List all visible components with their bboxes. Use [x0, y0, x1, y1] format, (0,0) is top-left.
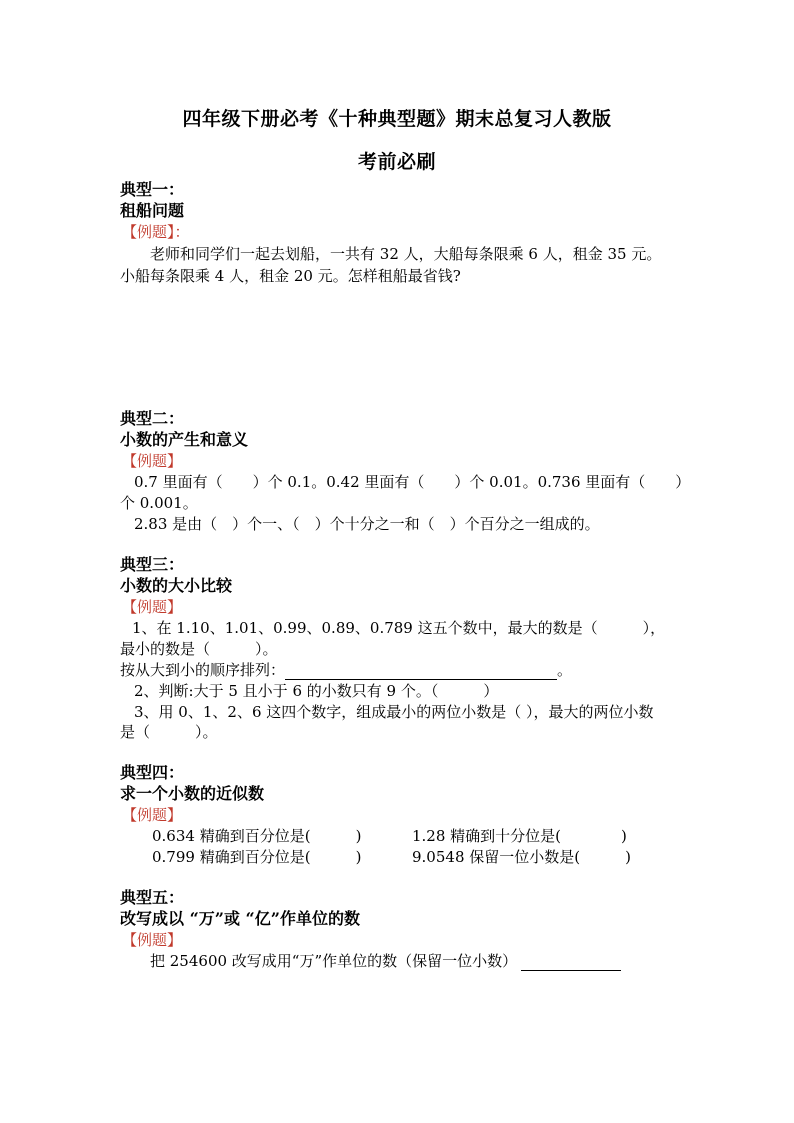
section-3-question-3-line-1: 3、用 0、1、2、6 这四个数字，组成最小的两位小数是（ ），最大的两位小数 [134, 703, 654, 721]
section-3-question-1-line-2: 最小的数是（ ）。 [120, 640, 278, 658]
section-4-question-4: 9.0548 保留一位小数是( ) [412, 848, 631, 866]
section-3-question-2: 2、判断:大于 5 且小于 6 的小数只有 9 个。（ ） [134, 682, 499, 700]
section-4-heading: 典型四： [120, 763, 185, 782]
section-4-topic: 求一个小数的近似数 [120, 784, 265, 803]
section-5-question [150, 951, 621, 971]
section-5-heading: 典型五： [120, 888, 185, 907]
section-4-example-label: 【例题】 [122, 806, 183, 824]
section-3-heading: 典型三： [120, 555, 185, 574]
section-2-question-line-1: 0.7 里面有（ ）个 0.1。0.42 里面有（ ）个 0.01。0.736 里面有（ ） [134, 473, 691, 491]
section-3-order-prompt [120, 660, 572, 680]
section-2-question-line-3: 2.83 是由（ ）个一、（ ）个十分之一和（ ）个百分之一组成的。 [134, 515, 600, 533]
conversion-answer-blank[interactable] [521, 954, 621, 971]
section-5-example-label: 【例题】 [122, 931, 183, 949]
section-2-heading: 典型二： [120, 409, 185, 428]
section-3-question-3-line-2: 是（ ）。 [120, 723, 218, 741]
section-4-question-2: 1.28 精确到十分位是( ) [412, 827, 627, 845]
section-3-topic: 小数的大小比较 [120, 576, 233, 595]
section-2-question-line-2: 个 0.001。 [120, 494, 198, 512]
section-1-heading: 典型一： [120, 180, 185, 199]
section-1-topic: 租船问题 [120, 201, 185, 220]
section-3-order-label: 按从大到小的顺序排列： [120, 661, 286, 679]
section-2-example-label: 【例题】 [122, 452, 183, 470]
section-1-question-line-2: 小船每条限乘 4 人，租金 20 元。怎样租船最省钱? [120, 267, 461, 285]
section-4-question-3: 0.799 精确到百分位是( ) [152, 848, 362, 866]
section-3-example-label: 【例题】 [122, 598, 183, 616]
order-answer-blank[interactable] [285, 663, 557, 680]
page-subtitle: 考前必刷 [357, 151, 436, 173]
section-5-topic: 改写成以 “万”或 “亿”作单位的数 [120, 909, 360, 928]
section-1-example-label: 【例题】： [122, 223, 190, 241]
section-1-question-line-1: 老师和同学们一起去划船，一共有 32 人，大船每条限乘 6 人，租金 35 元。 [150, 245, 662, 263]
page-title: 四年级下册必考《十种典型题》期末总复习人教版 [182, 108, 612, 130]
section-3-question-1-line-1: 1、在 1.10、1.01、0.99、0.89、0.789 这五个数中，最大的数是（ ）， [132, 619, 666, 637]
section-3-order-end: 。 [557, 661, 573, 679]
section-4-question-1: 0.634 精确到百分位是( ) [152, 827, 362, 845]
section-5-question-text: 把 254600 改写成用“万”作单位的数（保留一位小数） [150, 952, 518, 970]
section-2-topic: 小数的产生和意义 [120, 430, 249, 449]
